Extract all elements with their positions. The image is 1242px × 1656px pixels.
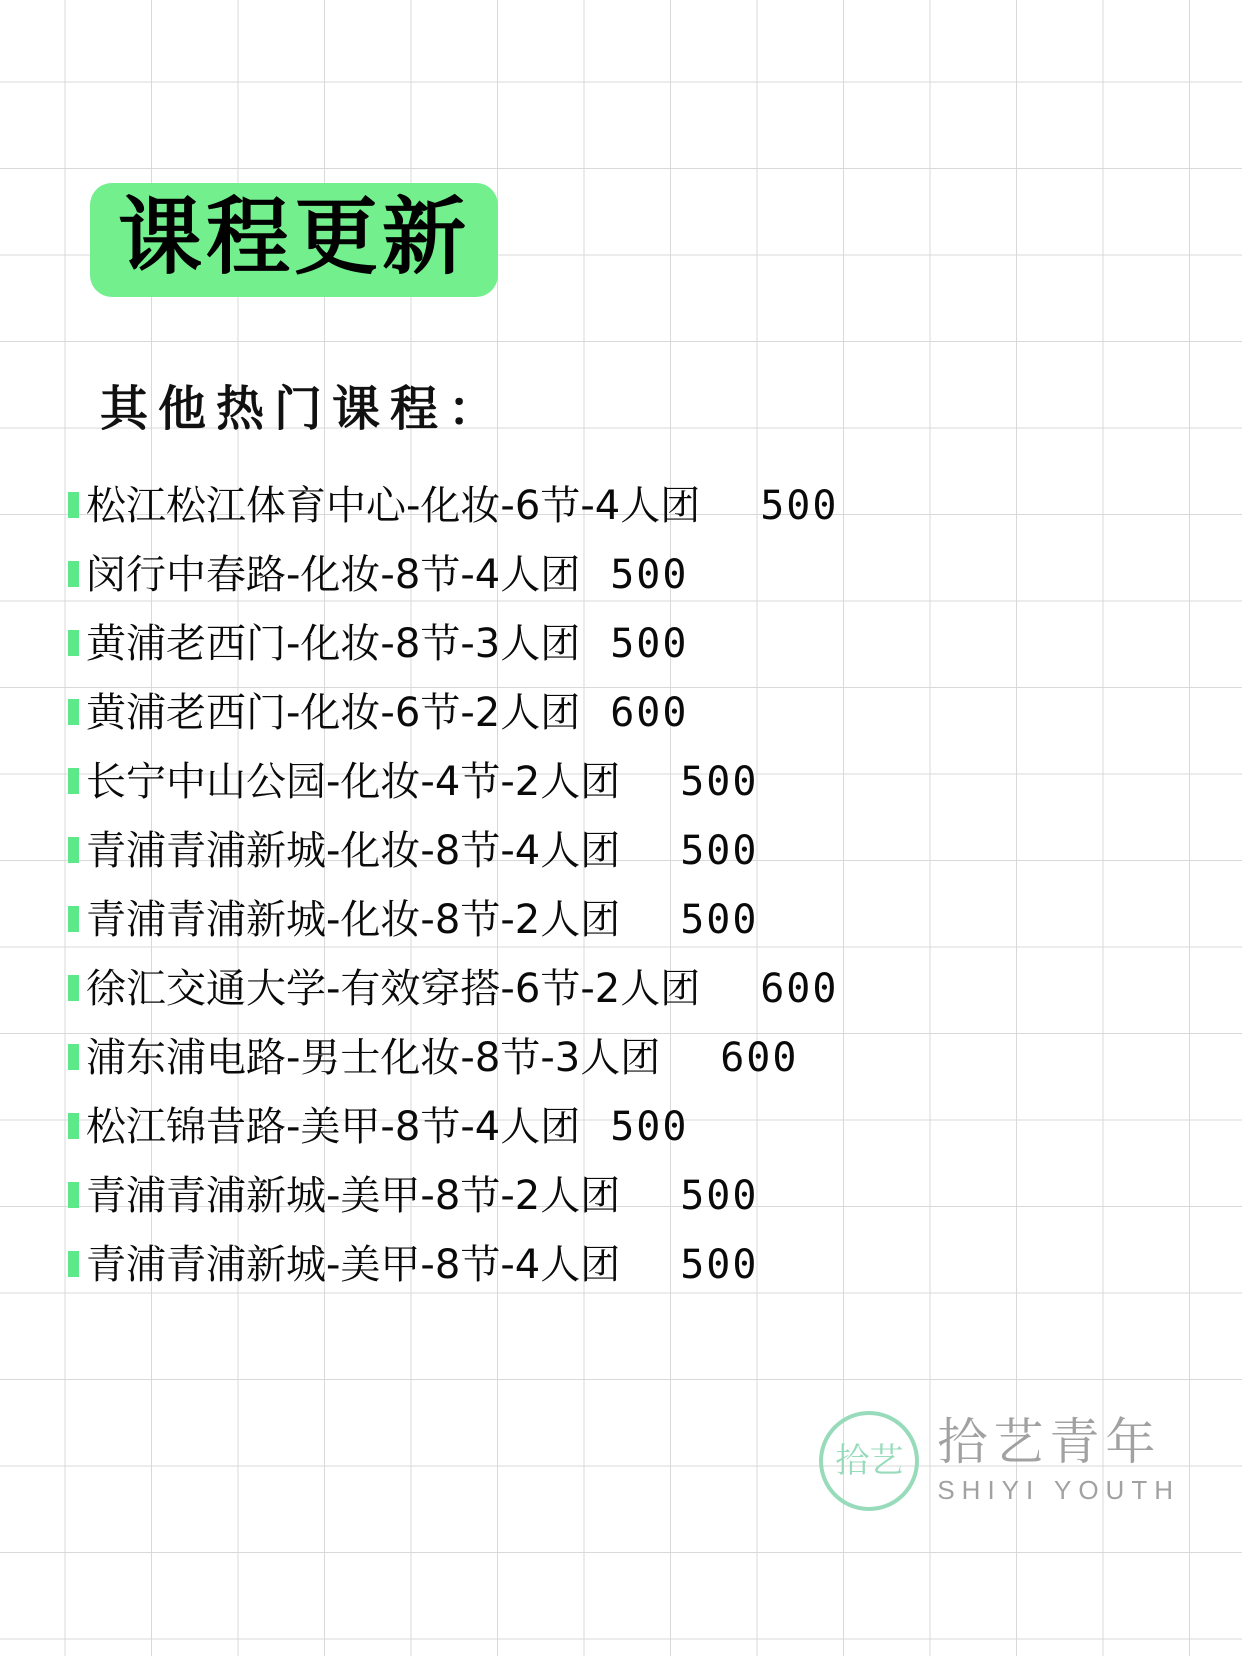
course-title: 徐汇交通大学-有效穿搭-6节-2人团 (86, 966, 701, 1012)
title-highlight (90, 183, 498, 297)
watermark (819, 1411, 1180, 1511)
course-row (68, 1168, 1168, 1237)
course-row (68, 547, 1168, 616)
course-row (68, 754, 1168, 823)
bullet-icon (68, 906, 79, 932)
course-title: 青浦青浦新城-化妆-8节-4人团 (86, 828, 621, 874)
bullet-icon (68, 1113, 79, 1139)
course-title: 浦东浦电路-男士化妆-8节-3人团 (86, 1035, 661, 1081)
course-list (68, 478, 1168, 1306)
course-title: 青浦青浦新城-美甲-8节-4人团 (86, 1242, 621, 1288)
page-title (90, 183, 498, 297)
bullet-icon (68, 1044, 79, 1070)
course-price: 500 (680, 897, 759, 943)
course-title: 青浦青浦新城-化妆-8节-2人团 (86, 897, 621, 943)
course-row (68, 616, 1168, 685)
course-price: 600 (610, 690, 689, 736)
course-price: 600 (720, 1035, 799, 1081)
bullet-icon (68, 837, 79, 863)
course-title: 闵行中春路-化妆-8节-4人团 (86, 552, 581, 598)
course-price: 500 (610, 621, 689, 667)
course-price: 500 (610, 552, 689, 598)
bullet-icon (68, 699, 79, 725)
course-price: 500 (610, 1104, 689, 1150)
course-title: 长宁中山公园-化妆-4节-2人团 (86, 759, 621, 805)
bullet-icon (68, 768, 79, 794)
course-title: 松江松江体育中心-化妆-6节-4人团 (86, 483, 701, 529)
course-row (68, 961, 1168, 1030)
brand-logo-icon (819, 1411, 919, 1511)
course-price: 500 (680, 1173, 759, 1219)
course-row (68, 1099, 1168, 1168)
brand-name-block (937, 1413, 1180, 1506)
bullet-icon (68, 630, 79, 656)
course-row (68, 892, 1168, 961)
course-price: 500 (680, 759, 759, 805)
course-row (68, 1237, 1168, 1306)
bullet-icon (68, 975, 79, 1001)
course-title: 松江锦昔路-美甲-8节-4人团 (86, 1104, 581, 1150)
course-title: 黄浦老西门-化妆-6节-2人团 (86, 690, 581, 736)
course-row (68, 685, 1168, 754)
bullet-icon (68, 1251, 79, 1277)
course-price: 500 (680, 1242, 759, 1288)
course-price: 500 (760, 483, 839, 529)
course-row (68, 823, 1168, 892)
course-price: 500 (680, 828, 759, 874)
bullet-icon (68, 1182, 79, 1208)
brand-logo-glyph: 拾艺 (835, 1441, 904, 1481)
title-text: 课程更新 (118, 188, 471, 286)
bullet-icon (68, 561, 79, 587)
brand-name-en: SHIYI YOUTH (937, 1474, 1180, 1505)
bullet-icon (68, 492, 79, 518)
course-title: 黄浦老西门-化妆-8节-3人团 (86, 621, 581, 667)
course-title: 青浦青浦新城-美甲-8节-2人团 (86, 1173, 621, 1219)
brand-name-cn: 拾艺青年 (937, 1413, 1162, 1472)
course-row (68, 478, 1168, 547)
course-row (68, 1030, 1168, 1099)
section-subtitle: 其他热门课程： (100, 381, 507, 437)
course-price: 600 (760, 966, 839, 1012)
